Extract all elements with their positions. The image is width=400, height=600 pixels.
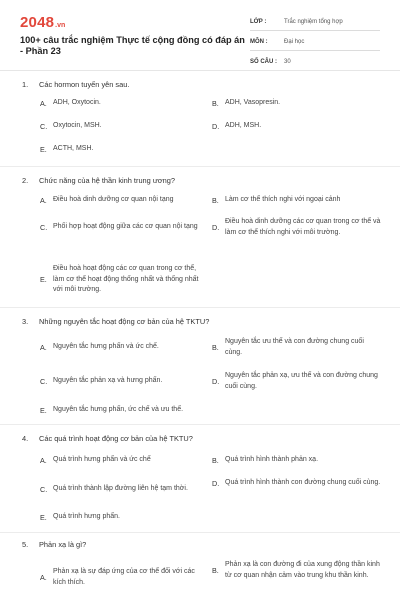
meta-value: Đại học — [284, 39, 305, 45]
document-title: 100+ câu trắc nghiệm Thực tế cộng đồng có đáp án - Phần 23 — [20, 35, 245, 56]
option-d[interactable] — [212, 371, 382, 392]
question-divider — [0, 424, 400, 425]
option-letter: C. — [40, 376, 48, 386]
option-d[interactable] — [212, 478, 382, 489]
option-letter: D. — [212, 223, 220, 232]
option-letter: C. — [40, 222, 48, 232]
option-text: Nguyên tắc phản xạ, ưu thế và con đường chung cuối cùng. — [225, 372, 378, 390]
question-text: Các hormon tuyến yên sau. — [39, 80, 130, 89]
option-text: Nguyên tắc hưng phấn và ức chế. — [53, 343, 159, 350]
question-divider — [0, 532, 400, 533]
question-text: Phản xạ là gì? — [39, 540, 87, 549]
option-b[interactable] — [212, 455, 382, 466]
option-text: Điều hoà dinh dưỡng cơ quan nội tạng — [53, 196, 174, 203]
option-letter: E. — [40, 512, 47, 522]
option-letter: E. — [40, 275, 47, 285]
option-text: ADH, Oxytocin. — [53, 99, 101, 106]
option-letter: D. — [212, 478, 220, 488]
option-d[interactable] — [212, 121, 382, 132]
option-a[interactable] — [40, 567, 205, 588]
brand-domain: .vn — [55, 22, 66, 29]
option-text: Phản xạ là con đường đi của xung động thần kinh từ cơ quan nhận cảm vào trung khu thần kinh. — [225, 561, 380, 579]
option-letter: B. — [212, 195, 219, 205]
option-letter: C. — [40, 484, 48, 494]
option-letter: A. — [40, 455, 47, 465]
option-text: ADH, Vasopresin. — [225, 99, 281, 106]
question-number: 2. — [22, 176, 29, 185]
brand-name: 2048 — [20, 14, 55, 31]
option-text: Quá trình hưng phấn. — [53, 513, 120, 520]
option-text: Oxytocin, MSH. — [53, 122, 102, 129]
option-letter: A. — [40, 342, 47, 352]
option-letter: A. — [40, 195, 47, 205]
question-number: 1. — [22, 80, 29, 89]
option-c[interactable] — [40, 484, 212, 495]
option-text: Điều hoà dinh dưỡng các cơ quan trong cơ thể và làm cơ thể thích nghi với môi trường. — [225, 218, 381, 236]
question-stem — [22, 317, 209, 326]
question-divider — [0, 307, 400, 308]
question-stem — [22, 540, 86, 549]
option-letter: E. — [40, 405, 47, 415]
question-number: 4. — [22, 434, 29, 443]
option-a[interactable] — [40, 195, 205, 206]
option-letter: E. — [40, 144, 47, 154]
option-b[interactable] — [212, 195, 382, 206]
option-d[interactable] — [212, 217, 382, 238]
option-text: Nguyên tắc hưng phấn, ức chế và ưu thế. — [53, 406, 184, 413]
option-c[interactable] — [40, 376, 205, 387]
option-a[interactable] — [40, 98, 200, 109]
option-text: Quá trình hưng phấn và ức chế — [53, 456, 151, 463]
option-text: Phản xạ là sự đáp ứng của cơ thể đối với các kích thích. — [53, 568, 195, 586]
option-letter: D. — [212, 121, 220, 131]
option-text: Nguyên tắc phản xạ và hưng phấn. — [53, 377, 163, 384]
meta-row-class — [250, 14, 380, 31]
option-letter: C. — [40, 121, 48, 131]
option-a[interactable] — [40, 342, 205, 353]
brand-logo[interactable] — [20, 14, 65, 31]
option-e[interactable] — [40, 264, 205, 296]
option-b[interactable] — [212, 337, 382, 358]
option-text: Quá trình hình thành phản xạ. — [225, 456, 319, 463]
meta-label: LỚP : — [250, 19, 267, 25]
meta-label: SỐ CÂU : — [250, 59, 277, 65]
option-e[interactable] — [40, 405, 240, 416]
option-text: ACTH, MSH. — [53, 145, 94, 152]
question-stem — [22, 434, 193, 443]
option-text: Làm cơ thể thích nghi với ngoại cảnh — [225, 196, 341, 203]
option-letter: A. — [40, 98, 47, 108]
meta-row-count — [250, 54, 380, 71]
question-stem — [22, 80, 129, 89]
option-text: ADH, MSH. — [225, 122, 262, 129]
option-e[interactable] — [40, 144, 200, 155]
option-letter: A. — [40, 573, 47, 582]
question-number: 5. — [22, 540, 29, 549]
option-letter: B. — [212, 455, 219, 465]
question-text: Những nguyên tắc hoạt động cơ bản của hệ TKTU? — [39, 317, 210, 326]
question-number: 3. — [22, 317, 29, 326]
question-stem — [22, 176, 175, 185]
document-header — [0, 0, 400, 78]
question-text: Các quá trình hoạt động cơ bản của hệ TKTU? — [39, 434, 193, 443]
option-e[interactable] — [40, 512, 205, 523]
option-letter: D. — [212, 377, 220, 386]
option-letter: B. — [212, 566, 219, 575]
header-divider — [0, 70, 400, 71]
meta-value: Trắc nghiệm tổng hợp — [284, 19, 343, 25]
question-text: Chức năng của hệ thần kinh trung ương? — [39, 176, 175, 185]
option-a[interactable] — [40, 455, 205, 466]
option-b[interactable] — [212, 98, 382, 109]
option-text: Điều hoà hoạt động các cơ quan trong cơ thể, làm cơ thể hoạt động thống nhất và thống nhất với môi trường. — [53, 265, 199, 293]
option-c[interactable] — [40, 222, 205, 233]
document-meta — [250, 14, 380, 74]
option-text: Nguyên tắc ưu thế và con đường chung cuối cùng. — [225, 338, 364, 356]
option-letter: B. — [212, 343, 219, 352]
meta-value: 30 — [284, 59, 291, 65]
option-letter: B. — [212, 98, 219, 108]
option-c[interactable] — [40, 121, 200, 132]
meta-label: MÔN : — [250, 39, 268, 45]
option-text: Quá trình hình thành con đường chung cuối cùng. — [225, 479, 381, 486]
option-b[interactable] — [212, 560, 382, 581]
option-text: Quá trình thành lập đường liên hệ tạm thời. — [53, 485, 188, 492]
option-text: Phối hợp hoạt động giữa các cơ quan nội tạng — [53, 223, 198, 230]
meta-row-subject — [250, 34, 380, 51]
question-divider — [0, 166, 400, 167]
